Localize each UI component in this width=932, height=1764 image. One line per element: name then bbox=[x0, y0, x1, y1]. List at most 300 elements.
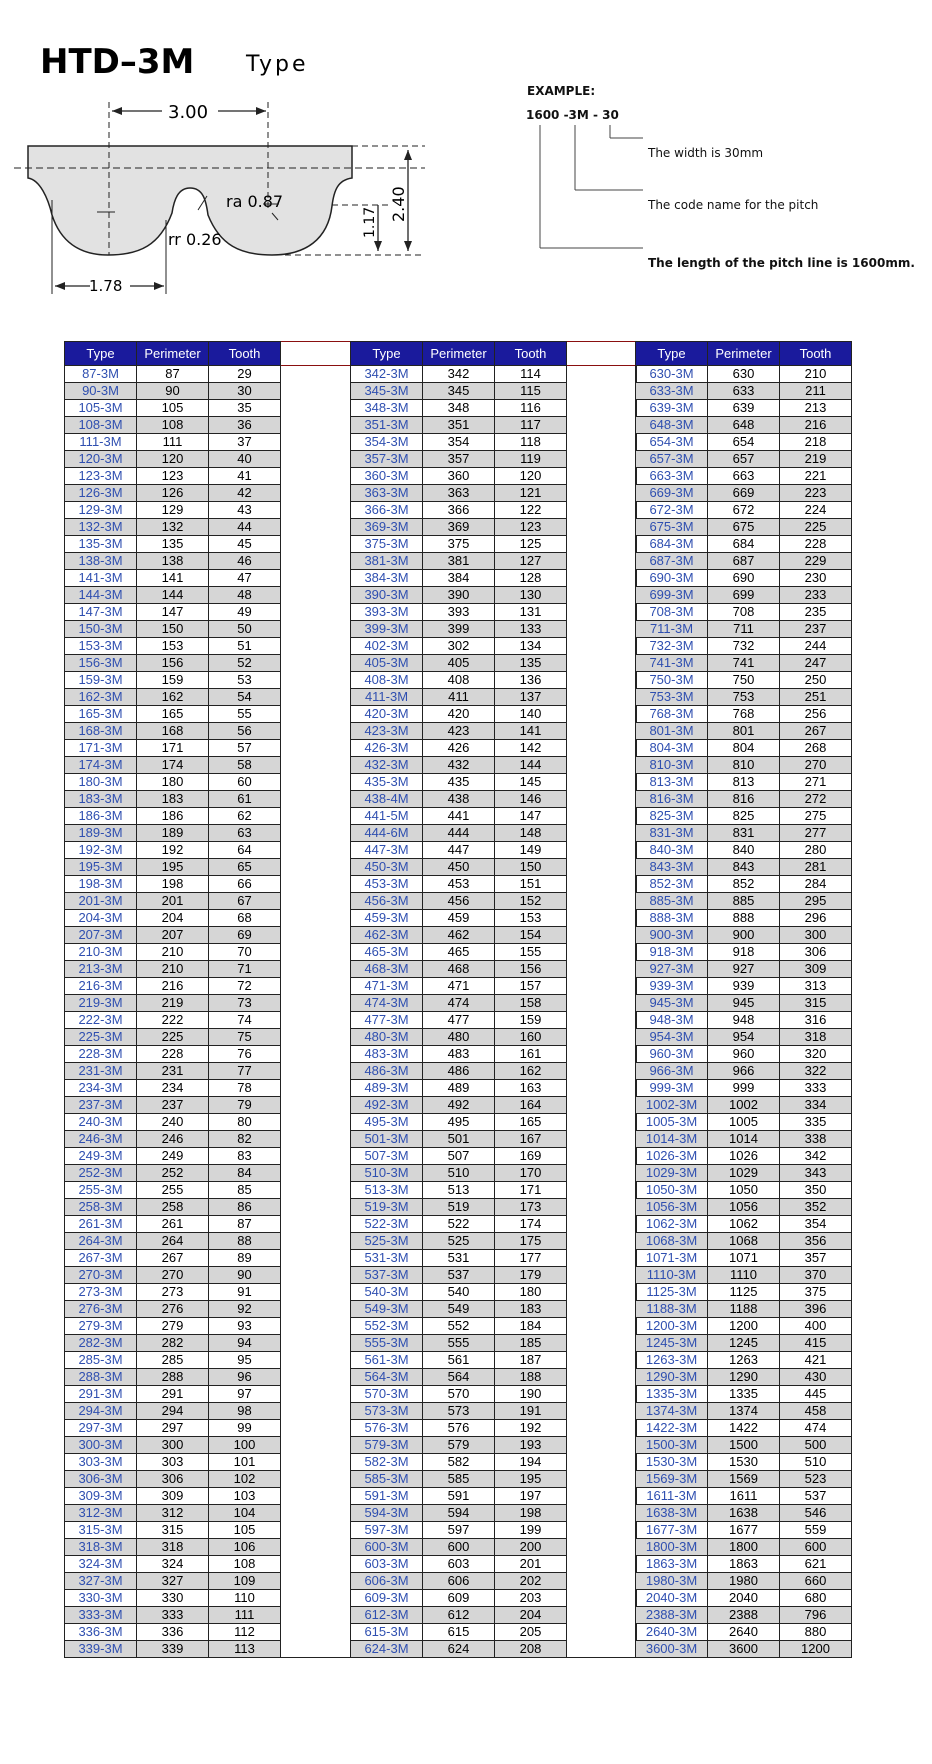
belt-perimeter: 225 bbox=[137, 1029, 209, 1046]
table-spacer bbox=[281, 978, 351, 995]
belt-perimeter: 315 bbox=[137, 1522, 209, 1539]
belt-perimeter: 135 bbox=[137, 536, 209, 553]
belt-perimeter: 336 bbox=[137, 1624, 209, 1641]
belt-type: 228-3M bbox=[65, 1046, 137, 1063]
belt-tooth-count: 184 bbox=[495, 1318, 567, 1335]
table-row bbox=[65, 1301, 351, 1318]
table-row bbox=[351, 978, 637, 995]
belt-perimeter: 207 bbox=[137, 927, 209, 944]
table-spacer bbox=[567, 400, 637, 417]
table-row bbox=[636, 1165, 852, 1182]
table-spacer bbox=[567, 723, 637, 740]
belt-tooth-count: 29 bbox=[209, 366, 281, 383]
belt-type: 1071-3M bbox=[636, 1250, 708, 1267]
belt-perimeter: 147 bbox=[137, 604, 209, 621]
belt-tooth-count: 233 bbox=[780, 587, 852, 604]
belt-type: 141-3M bbox=[65, 570, 137, 587]
table-spacer bbox=[567, 570, 637, 587]
belt-perimeter: 600 bbox=[423, 1539, 495, 1556]
table-row bbox=[65, 706, 351, 723]
table-spacer bbox=[567, 1148, 637, 1165]
belt-tooth-count: 142 bbox=[495, 740, 567, 757]
belt-perimeter: 1125 bbox=[708, 1284, 780, 1301]
belt-type: 609-3M bbox=[351, 1590, 423, 1607]
belt-tooth-count: 1200 bbox=[780, 1641, 852, 1658]
table-row bbox=[65, 1471, 351, 1488]
table-spacer bbox=[567, 1267, 637, 1284]
table-row bbox=[65, 587, 351, 604]
belt-perimeter: 282 bbox=[137, 1335, 209, 1352]
belt-perimeter: 384 bbox=[423, 570, 495, 587]
table-row bbox=[65, 434, 351, 451]
belt-tooth-count: 137 bbox=[495, 689, 567, 706]
table-spacer bbox=[281, 1624, 351, 1641]
table-row bbox=[636, 1284, 852, 1301]
table-spacer bbox=[281, 1471, 351, 1488]
table-row bbox=[65, 1012, 351, 1029]
table-row bbox=[65, 1386, 351, 1403]
page-title: HTD–3M bbox=[40, 42, 195, 82]
belt-type: 1002-3M bbox=[636, 1097, 708, 1114]
belt-tooth-count: 64 bbox=[209, 842, 281, 859]
belt-perimeter: 302 bbox=[423, 638, 495, 655]
table-row bbox=[351, 876, 637, 893]
belt-perimeter: 852 bbox=[708, 876, 780, 893]
table-row bbox=[636, 1199, 852, 1216]
belt-tooth-count: 191 bbox=[495, 1403, 567, 1420]
table-row bbox=[65, 417, 351, 434]
belt-perimeter: 306 bbox=[137, 1471, 209, 1488]
table-spacer bbox=[567, 1505, 637, 1522]
table-spacer bbox=[567, 825, 637, 842]
table-row bbox=[351, 621, 637, 638]
belt-perimeter: 885 bbox=[708, 893, 780, 910]
table-row bbox=[636, 808, 852, 825]
table-row bbox=[65, 672, 351, 689]
table-row bbox=[65, 1131, 351, 1148]
table-spacer bbox=[567, 587, 637, 604]
table-spacer bbox=[281, 893, 351, 910]
table-spacer bbox=[567, 468, 637, 485]
belt-tooth-count: 76 bbox=[209, 1046, 281, 1063]
table-row bbox=[636, 1046, 852, 1063]
belt-tooth-count: 52 bbox=[209, 655, 281, 672]
belt-perimeter: 123 bbox=[137, 468, 209, 485]
belt-perimeter: 327 bbox=[137, 1573, 209, 1590]
table-row bbox=[351, 451, 637, 468]
belt-type: 234-3M bbox=[65, 1080, 137, 1097]
table-row bbox=[636, 944, 852, 961]
table-row bbox=[65, 1148, 351, 1165]
belt-tooth-count: 163 bbox=[495, 1080, 567, 1097]
belt-type: 648-3M bbox=[636, 417, 708, 434]
belt-tooth-count: 306 bbox=[780, 944, 852, 961]
belt-perimeter: 222 bbox=[137, 1012, 209, 1029]
table-row bbox=[65, 519, 351, 536]
belt-type: 831-3M bbox=[636, 825, 708, 842]
belt-perimeter: 579 bbox=[423, 1437, 495, 1454]
belt-type: 615-3M bbox=[351, 1624, 423, 1641]
table-spacer bbox=[281, 995, 351, 1012]
table-row bbox=[351, 553, 637, 570]
table-row bbox=[351, 587, 637, 604]
table-spacer bbox=[567, 944, 637, 961]
belt-type: 1026-3M bbox=[636, 1148, 708, 1165]
belt-tooth-count: 546 bbox=[780, 1505, 852, 1522]
belt-tooth-count: 198 bbox=[495, 1505, 567, 1522]
belt-type: 813-3M bbox=[636, 774, 708, 791]
belt-perimeter: 447 bbox=[423, 842, 495, 859]
belt-tooth-count: 210 bbox=[780, 366, 852, 383]
belt-tooth-count: 84 bbox=[209, 1165, 281, 1182]
table-spacer bbox=[567, 621, 637, 638]
table-spacer bbox=[281, 1012, 351, 1029]
belt-type: 513-3M bbox=[351, 1182, 423, 1199]
table-row bbox=[351, 757, 637, 774]
belt-tooth-count: 193 bbox=[495, 1437, 567, 1454]
size-table-block bbox=[350, 341, 637, 1658]
table-spacer bbox=[281, 536, 351, 553]
belt-perimeter: 1014 bbox=[708, 1131, 780, 1148]
belt-perimeter: 210 bbox=[137, 944, 209, 961]
belt-type: 369-3M bbox=[351, 519, 423, 536]
belt-tooth-count: 334 bbox=[780, 1097, 852, 1114]
belt-perimeter: 609 bbox=[423, 1590, 495, 1607]
belt-tooth-count: 77 bbox=[209, 1063, 281, 1080]
table-spacer bbox=[567, 434, 637, 451]
table-spacer bbox=[281, 672, 351, 689]
table-spacer bbox=[567, 740, 637, 757]
table-row bbox=[636, 1471, 852, 1488]
belt-tooth-count: 167 bbox=[495, 1131, 567, 1148]
table-row bbox=[636, 638, 852, 655]
belt-type: 954-3M bbox=[636, 1029, 708, 1046]
example-width-note: The width is 30mm bbox=[648, 146, 764, 160]
table-row bbox=[351, 502, 637, 519]
table-row bbox=[65, 1607, 351, 1624]
table-spacer bbox=[567, 1352, 637, 1369]
belt-perimeter: 552 bbox=[423, 1318, 495, 1335]
table-row bbox=[65, 825, 351, 842]
table-spacer bbox=[567, 842, 637, 859]
table-row bbox=[351, 893, 637, 910]
table-row bbox=[636, 1522, 852, 1539]
belt-type: 153-3M bbox=[65, 638, 137, 655]
belt-tooth-count: 223 bbox=[780, 485, 852, 502]
belt-tooth-count: 164 bbox=[495, 1097, 567, 1114]
belt-tooth-count: 229 bbox=[780, 553, 852, 570]
belt-perimeter: 87 bbox=[137, 366, 209, 383]
belt-type: 123-3M bbox=[65, 468, 137, 485]
belt-perimeter: 1374 bbox=[708, 1403, 780, 1420]
table-row bbox=[636, 1029, 852, 1046]
table-spacer bbox=[567, 1097, 637, 1114]
belt-tooth-count: 43 bbox=[209, 502, 281, 519]
table-row bbox=[351, 383, 637, 400]
belt-type: 354-3M bbox=[351, 434, 423, 451]
table-spacer bbox=[281, 1250, 351, 1267]
belt-tooth-count: 104 bbox=[209, 1505, 281, 1522]
belt-type: 960-3M bbox=[636, 1046, 708, 1063]
table-row bbox=[351, 910, 637, 927]
belt-type: 537-3M bbox=[351, 1267, 423, 1284]
table-row bbox=[351, 1403, 637, 1420]
belt-tooth-count: 219 bbox=[780, 451, 852, 468]
belt-tooth-count: 318 bbox=[780, 1029, 852, 1046]
table-row bbox=[636, 621, 852, 638]
belt-perimeter: 156 bbox=[137, 655, 209, 672]
belt-type: 156-3M bbox=[65, 655, 137, 672]
belt-type: 570-3M bbox=[351, 1386, 423, 1403]
table-row bbox=[65, 536, 351, 553]
belt-type: 411-3M bbox=[351, 689, 423, 706]
belt-perimeter: 810 bbox=[708, 757, 780, 774]
belt-perimeter: 843 bbox=[708, 859, 780, 876]
belt-perimeter: 900 bbox=[708, 927, 780, 944]
belt-type: 888-3M bbox=[636, 910, 708, 927]
table-row bbox=[351, 1335, 637, 1352]
table-row bbox=[351, 961, 637, 978]
belt-perimeter: 690 bbox=[708, 570, 780, 587]
belt-perimeter: 183 bbox=[137, 791, 209, 808]
belt-type: 492-3M bbox=[351, 1097, 423, 1114]
table-spacer bbox=[281, 400, 351, 417]
table-row bbox=[636, 859, 852, 876]
table-spacer bbox=[281, 876, 351, 893]
table-spacer bbox=[567, 961, 637, 978]
belt-perimeter: 576 bbox=[423, 1420, 495, 1437]
table-row bbox=[636, 1318, 852, 1335]
table-spacer bbox=[567, 1386, 637, 1403]
table-row bbox=[65, 451, 351, 468]
table-row bbox=[636, 468, 852, 485]
belt-tooth-count: 98 bbox=[209, 1403, 281, 1420]
belt-tooth-count: 72 bbox=[209, 978, 281, 995]
table-row bbox=[636, 434, 852, 451]
table-row bbox=[351, 1097, 637, 1114]
belt-perimeter: 657 bbox=[708, 451, 780, 468]
belt-perimeter: 1638 bbox=[708, 1505, 780, 1522]
belt-type: 315-3M bbox=[65, 1522, 137, 1539]
belt-type: 597-3M bbox=[351, 1522, 423, 1539]
belt-perimeter: 945 bbox=[708, 995, 780, 1012]
belt-type: 126-3M bbox=[65, 485, 137, 502]
belt-type: 510-3M bbox=[351, 1165, 423, 1182]
belt-perimeter: 1980 bbox=[708, 1573, 780, 1590]
belt-type: 1005-3M bbox=[636, 1114, 708, 1131]
belt-type: 285-3M bbox=[65, 1352, 137, 1369]
table-row bbox=[65, 1488, 351, 1505]
belt-tooth-count: 211 bbox=[780, 383, 852, 400]
belt-perimeter: 111 bbox=[137, 434, 209, 451]
belt-type: 2388-3M bbox=[636, 1607, 708, 1624]
belt-type: 531-3M bbox=[351, 1250, 423, 1267]
table-spacer bbox=[281, 417, 351, 434]
table-spacer bbox=[281, 1488, 351, 1505]
belt-type: 270-3M bbox=[65, 1267, 137, 1284]
table-row bbox=[65, 1267, 351, 1284]
table-row bbox=[65, 1165, 351, 1182]
belt-perimeter: 357 bbox=[423, 451, 495, 468]
table-spacer bbox=[281, 910, 351, 927]
belt-tooth-count: 277 bbox=[780, 825, 852, 842]
belt-tooth-count: 284 bbox=[780, 876, 852, 893]
belt-tooth-count: 42 bbox=[209, 485, 281, 502]
table-row bbox=[636, 757, 852, 774]
table-row bbox=[636, 1420, 852, 1437]
belt-type: 258-3M bbox=[65, 1199, 137, 1216]
belt-tooth-count: 170 bbox=[495, 1165, 567, 1182]
table-row bbox=[351, 706, 637, 723]
table-spacer bbox=[281, 519, 351, 536]
table-row bbox=[351, 944, 637, 961]
belt-tooth-count: 134 bbox=[495, 638, 567, 655]
belt-perimeter: 168 bbox=[137, 723, 209, 740]
belt-tooth-count: 80 bbox=[209, 1114, 281, 1131]
belt-type: 630-3M bbox=[636, 366, 708, 383]
table-spacer bbox=[281, 502, 351, 519]
belt-perimeter: 381 bbox=[423, 553, 495, 570]
table-row bbox=[351, 1471, 637, 1488]
belt-type: 381-3M bbox=[351, 553, 423, 570]
belt-tooth-count: 250 bbox=[780, 672, 852, 689]
belt-type: 1263-3M bbox=[636, 1352, 708, 1369]
belt-tooth-count: 94 bbox=[209, 1335, 281, 1352]
belt-tooth-count: 152 bbox=[495, 893, 567, 910]
belt-tooth-count: 230 bbox=[780, 570, 852, 587]
belt-tooth-count: 82 bbox=[209, 1131, 281, 1148]
belt-perimeter: 750 bbox=[708, 672, 780, 689]
table-spacer bbox=[281, 1403, 351, 1420]
belt-type: 1530-3M bbox=[636, 1454, 708, 1471]
belt-type: 357-3M bbox=[351, 451, 423, 468]
belt-type: 432-3M bbox=[351, 757, 423, 774]
belt-perimeter: 186 bbox=[137, 808, 209, 825]
belt-perimeter: 261 bbox=[137, 1216, 209, 1233]
belt-perimeter: 477 bbox=[423, 1012, 495, 1029]
belt-type: 519-3M bbox=[351, 1199, 423, 1216]
belt-perimeter: 279 bbox=[137, 1318, 209, 1335]
belt-perimeter: 948 bbox=[708, 1012, 780, 1029]
belt-tooth-count: 136 bbox=[495, 672, 567, 689]
belt-tooth-count: 458 bbox=[780, 1403, 852, 1420]
belt-perimeter: 291 bbox=[137, 1386, 209, 1403]
table-row bbox=[65, 1250, 351, 1267]
table-spacer bbox=[281, 485, 351, 502]
table-row bbox=[65, 842, 351, 859]
belt-type: 363-3M bbox=[351, 485, 423, 502]
belt-perimeter: 648 bbox=[708, 417, 780, 434]
table-row bbox=[351, 859, 637, 876]
belt-type: 1335-3M bbox=[636, 1386, 708, 1403]
belt-tooth-count: 78 bbox=[209, 1080, 281, 1097]
table-spacer bbox=[567, 1012, 637, 1029]
table-spacer bbox=[567, 1284, 637, 1301]
table-row bbox=[351, 995, 637, 1012]
belt-type: 249-3M bbox=[65, 1148, 137, 1165]
belt-tooth-count: 165 bbox=[495, 1114, 567, 1131]
belt-type: 402-3M bbox=[351, 638, 423, 655]
belt-type: 186-3M bbox=[65, 808, 137, 825]
table-spacer bbox=[281, 1216, 351, 1233]
belt-perimeter: 711 bbox=[708, 621, 780, 638]
belt-tooth-count: 621 bbox=[780, 1556, 852, 1573]
belt-tooth-count: 114 bbox=[495, 366, 567, 383]
example-length-note: The length of the pitch line is 1600mm. bbox=[648, 256, 915, 270]
belt-type: 297-3M bbox=[65, 1420, 137, 1437]
belt-type: 390-3M bbox=[351, 587, 423, 604]
table-row bbox=[351, 1029, 637, 1046]
table-row bbox=[65, 740, 351, 757]
table-row bbox=[636, 1590, 852, 1607]
table-row bbox=[636, 1607, 852, 1624]
belt-type: 804-3M bbox=[636, 740, 708, 757]
belt-tooth-count: 235 bbox=[780, 604, 852, 621]
belt-tooth-count: 96 bbox=[209, 1369, 281, 1386]
table-spacer bbox=[281, 774, 351, 791]
belt-tooth-count: 130 bbox=[495, 587, 567, 604]
belt-perimeter: 204 bbox=[137, 910, 209, 927]
table-row bbox=[636, 604, 852, 621]
table-spacer bbox=[567, 791, 637, 808]
table-spacer bbox=[281, 1097, 351, 1114]
belt-perimeter: 939 bbox=[708, 978, 780, 995]
table-row bbox=[351, 1182, 637, 1199]
table-row bbox=[351, 1539, 637, 1556]
table-spacer bbox=[567, 366, 637, 383]
belt-perimeter: 345 bbox=[423, 383, 495, 400]
belt-type: 1500-3M bbox=[636, 1437, 708, 1454]
belt-perimeter: 216 bbox=[137, 978, 209, 995]
table-spacer bbox=[567, 927, 637, 944]
table-spacer bbox=[567, 1046, 637, 1063]
belt-perimeter: 342 bbox=[423, 366, 495, 383]
belt-type: 840-3M bbox=[636, 842, 708, 859]
belt-type: 300-3M bbox=[65, 1437, 137, 1454]
table-spacer bbox=[281, 638, 351, 655]
belt-type: 408-3M bbox=[351, 672, 423, 689]
table-spacer bbox=[567, 383, 637, 400]
belt-type: 216-3M bbox=[65, 978, 137, 995]
belt-type: 1638-3M bbox=[636, 1505, 708, 1522]
table-row bbox=[65, 859, 351, 876]
belt-type: 552-3M bbox=[351, 1318, 423, 1335]
belt-perimeter: 219 bbox=[137, 995, 209, 1012]
table-spacer bbox=[281, 1114, 351, 1131]
belt-type: 900-3M bbox=[636, 927, 708, 944]
belt-perimeter: 330 bbox=[137, 1590, 209, 1607]
table-row bbox=[65, 1352, 351, 1369]
belt-type: 261-3M bbox=[65, 1216, 137, 1233]
belt-perimeter: 501 bbox=[423, 1131, 495, 1148]
belt-perimeter: 492 bbox=[423, 1097, 495, 1114]
belt-tooth-count: 400 bbox=[780, 1318, 852, 1335]
table-spacer bbox=[567, 1301, 637, 1318]
belt-type: 1374-3M bbox=[636, 1403, 708, 1420]
belt-type: 345-3M bbox=[351, 383, 423, 400]
belt-perimeter: 1005 bbox=[708, 1114, 780, 1131]
belt-type: 573-3M bbox=[351, 1403, 423, 1420]
belt-perimeter: 1800 bbox=[708, 1539, 780, 1556]
table-spacer bbox=[567, 808, 637, 825]
belt-tooth-count: 55 bbox=[209, 706, 281, 723]
belt-perimeter: 831 bbox=[708, 825, 780, 842]
belt-type: 327-3M bbox=[65, 1573, 137, 1590]
belt-tooth-count: 342 bbox=[780, 1148, 852, 1165]
belt-type: 555-3M bbox=[351, 1335, 423, 1352]
table-spacer bbox=[281, 1063, 351, 1080]
belt-tooth-count: 40 bbox=[209, 451, 281, 468]
